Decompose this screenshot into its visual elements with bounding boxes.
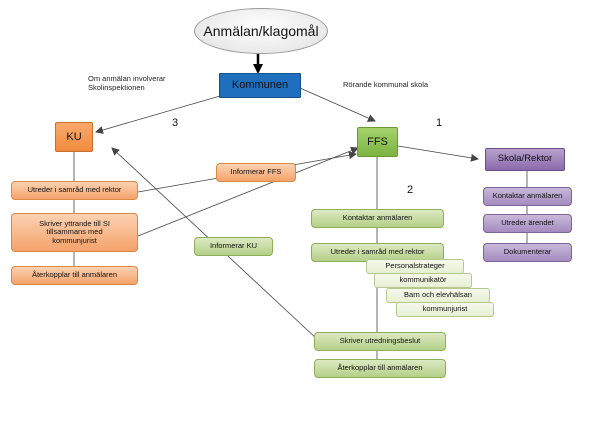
complaint-title: Anmälan/klagomål	[203, 22, 319, 39]
step-number-1: 1	[436, 117, 443, 129]
school-title: Skola/Rektor	[497, 153, 553, 165]
ffs-box	[357, 127, 398, 157]
note-skolinspektionen	[88, 74, 166, 93]
note-kommunal-skola: Rörande kommunal skola	[343, 80, 429, 89]
informs-ffs-box: Informerar FFS	[216, 163, 296, 182]
ffs-step-utreder: Utreder i samråd med rektor	[311, 243, 444, 262]
arrow-kommunen-to-ffs	[300, 88, 375, 121]
complaint-ellipse	[194, 8, 328, 54]
arrow-ffs-to-school	[398, 146, 478, 159]
informs-ku-box: Informerar KU	[194, 237, 273, 256]
step-number-2: 2	[407, 184, 414, 196]
school-step-kontaktar: Kontaktar anmälaren	[483, 187, 572, 206]
arrow-kommunen-to-ku	[96, 96, 220, 132]
school-box	[485, 148, 565, 171]
ku-step-aterkopplar: Återkopplar till anmälaren	[11, 266, 138, 285]
consult-kommunikator: kommunikatör	[374, 273, 472, 288]
ku-box	[55, 122, 93, 152]
ffs-step-kontaktar: Kontaktar anmälaren	[311, 209, 444, 228]
ku-step-yttrande: Skriver yttrande till SI tillsammans med kommunjurist	[11, 213, 138, 252]
consult-elevhalsan: Barn och elevhälsan	[386, 288, 490, 303]
school-step-utreder: Utreder ärendet	[483, 214, 572, 233]
consult-kommunjurist: kommunjurist	[396, 302, 494, 317]
consult-personalstrateger: Personalstrateger	[366, 259, 464, 274]
note-line-2: Skolinspektionen	[88, 83, 145, 93]
kommunen-label: Kommunen	[231, 79, 289, 92]
ffs-title: FFS	[367, 135, 388, 148]
ffs-step-utredningsbeslut: Skriver utredningsbeslut	[314, 332, 446, 351]
step-number-3: 3	[172, 117, 179, 129]
ffs-step-aterkopplar: Återkopplar till anmälaren	[314, 359, 446, 378]
ku-step-utreder: Utreder i samråd med rektor	[11, 181, 138, 200]
school-step-dokumenterar: Dokumenterar	[483, 243, 572, 262]
ku-title: KU	[66, 130, 82, 143]
kommunen-box	[219, 73, 301, 98]
note-line-1: Om anmälan involverar	[88, 74, 166, 83]
